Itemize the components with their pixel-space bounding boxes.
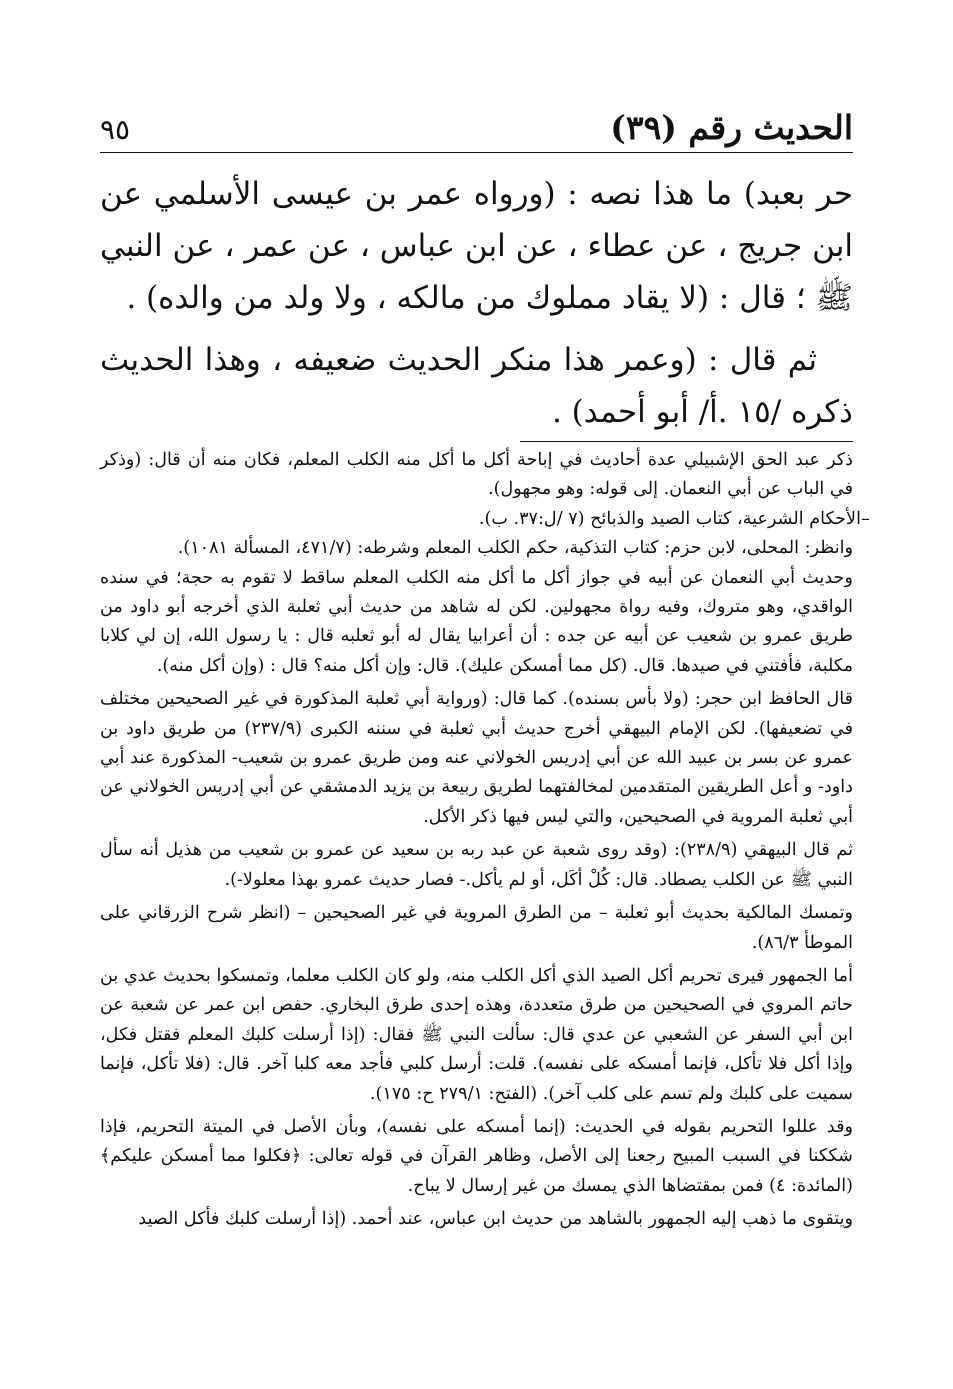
footnote-text: الأحكام الشرعية، كتاب الصيد والذبائح (٧ /ل:٣٧. ب). <box>478 508 861 529</box>
footnote-separator <box>520 441 853 442</box>
main-paragraph-1: حر بعبد) ما هذا نصه : (ورواه عمر بن عيسى الأسلمي عن ابن جريج ، عن عطاء ، عن ابن عباس ، عن عمر ، عن النبي ﷺ ؛ قال : (لا يقاد مملوك من مالكه ، ولا ولد من والده) . <box>100 176 853 316</box>
footnote-paragraph: وانظر: المحلى، لابن حزم: كتاب التذكية، حكم الكلب المعلم وشرطه: (٤٧١/٧، المسألة ١٠٨١). <box>177 538 853 559</box>
main-paragraph-2: ثم قال : (وعمر هذا منكر الحديث ضعيفه ، وهذا الحديث ذكره /١٥ .أ/ أبو أحمد) . <box>100 342 853 430</box>
footnote-dash: – <box>861 508 870 529</box>
running-title: الحديث رقم (٣٩) <box>610 107 853 147</box>
footnote-paragraph: وقد عللوا التحريم بقوله في الحديث: (إنما أمسكه على نفسه)، وبأن الأصل في الميتة التحريم، فإذا شككنا في السبب المبيح رجعنا إلى الأصل، وظاهر القرآن في قوله تعالى: ﴿فكلوا مما أمسكن عليكم﴾ (المائدة: ٤) فمن بمقتضاها الذي يمسك من غير إرسال لا يباح. <box>100 1116 853 1196</box>
footnotes <box>100 446 870 1235</box>
footnote-paragraph: ذكر عبد الحق الإشبيلي عدة أحاديث في إباحة أكل ما أكل منه الكلب المعلم، فكان منه أن قال: (وذكر في الباب عن أبي النعمان. إلى قوله: وهو مجهول). <box>100 450 853 500</box>
footnote-paragraph: ويتقوى ما ذهب إليه الجمهور بالشاهد من حديث ابن عباس، عند أحمد. (إذا أرسلت كلبك فأكل الصيد <box>138 1209 853 1230</box>
footnote-paragraph: قال الحافظ ابن حجر: (ولا بأس بسنده). كما قال: (ورواية أبي ثعلبة المذكورة في غير الصحيحين مختلف في تضعيفها). لكن الإمام البيهقي أخرج حديث أبي ثعلبة في سننه الكبرى (٢٣٧/٩) من طريق داود بن عمرو عن بسر بن عبيد الله عن أبي إدريس الخولاني عنه ومن طريق عمرو بن شعيب- المذكورة عند أبي داود- و أعل الطريقين المتقدمين لمخالفتهما لطريق ربيعة بن يزيد الدمشقي عن أبي إدريس الخولاني عن أبي ثعلبة المروية في الصحيحين، والتي ليس فيها ذكر الأكل. <box>100 689 853 827</box>
footnote-paragraph: وحديث أبي النعمان عن أبيه في جواز أكل ما أكل منه الكلب المعلم ساقط لا تقوم به حجة؛ في سنده الواقدي، وهو متروك، وفيه رواة مجهولين. لكن له شاهد من حديث أبي ثعلبة الذي أخرجه أبو داود من طريق عمرو بن شعيب عن أبيه عن جده : أن أعرابيا يقال له أبو ثعلبه قال : يا رسول الله، إن لي كلابا مكلبة، فأفتني في صيدها. قال. (كل مما أمسكن عليك). قال: وإن أكل منه؟ قال : (وإن أكل منه). <box>100 567 853 676</box>
footnote-paragraph: أما الجمهور فيرى تحريم أكل الصيد الذي أكل الكلب منه، ولو كان الكلب معلما، وتمسكوا بحديث عدي بن حاتم المروي في الصحيحين من طرق متعددة، وهذه إحدى طرق البخاري. حفص ابن عمر عن شعبة عن ابن أبي السفر عن الشعبي عن عدي قال: سألت النبي ﷺ فقال: (إذا أرسلت كلبك المعلم فقتل فكل، وإذا أكل فلا تأكل، فإنما أمسكه على نفسه). قلت: أرسل كلبي فأجد معه كلبا آخر. قال: (فلا تأكل، فإنما سميت على كلبك ولم تسم على كلب آخر). (الفتح: ٢٧٩/١ ح: ١٧٥). <box>100 965 853 1104</box>
footnote-paragraph: ثم قال البيهقي (٢٣٨/٩): (وقد روى شعبة عن عبد ربه بن سعيد عن عمرو بن شعيب من هذيل أنه سأل النبي ﷺ عن الكلب يصطاد. قال: كُلْ أكَل، أو لم يأكل.- فصار حديث عمرو بهذا معلولا-). <box>100 840 853 890</box>
page-number: ٩٥ <box>100 113 131 147</box>
main-text <box>100 168 853 438</box>
page-header <box>100 96 853 146</box>
footnote-paragraph: وتمسك المالكية بحديث أبو ثعلبة – من الطرق المروية في غير الصحيحين – (انظر شرح الزرقاني على الموطأ ٨٦/٣). <box>100 903 853 953</box>
header-rule <box>100 152 853 153</box>
footnote-paragraph <box>100 505 870 534</box>
